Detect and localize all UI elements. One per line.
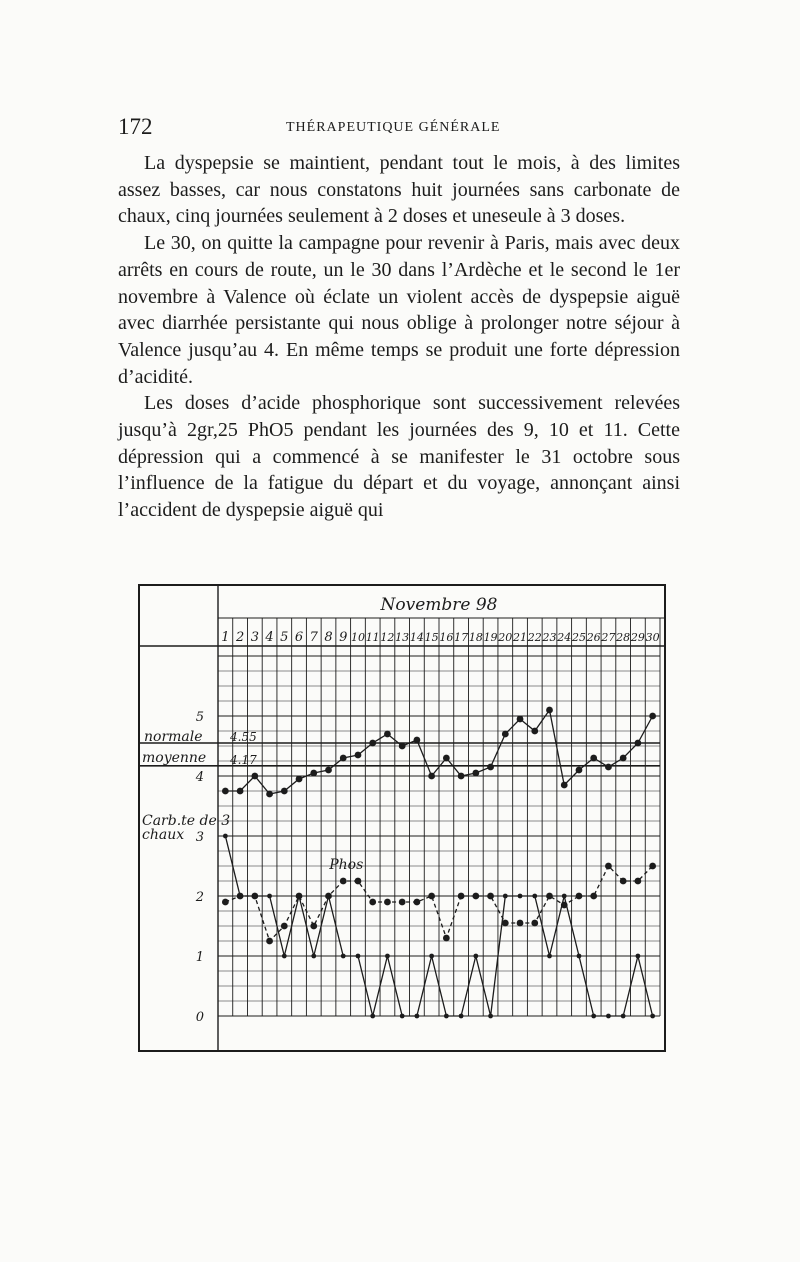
series-2-point <box>311 954 316 959</box>
x-tick-label: 30 <box>645 631 660 644</box>
series-1-point <box>384 899 391 906</box>
series-0-point <box>414 737 421 744</box>
series-1-point <box>443 935 450 942</box>
paragraph-2: Le 30, on quitte la campagne pour revenir à Paris, mais avec deux arrêts en cours de route, un le 30 dans l’Ardèche et le second le 1er novembre à Valence où éclate un violent accès de dyspepsie aiguë avec diarrhée persistante qui nous oblige à prolonger notre séjour à Valence jusqu’au 4. En même temps se produit une forte dépression d’acidité. <box>118 232 680 388</box>
y-tick-label: 5 <box>195 710 204 725</box>
page-header <box>118 114 680 144</box>
series-0-point <box>546 707 553 714</box>
series-1-point <box>590 893 597 900</box>
series-1-point <box>355 878 362 885</box>
x-tick-label: 1 <box>221 630 230 645</box>
series-0-point <box>458 773 465 780</box>
series-1-point <box>472 893 479 900</box>
series-2-point <box>606 1014 611 1019</box>
series-0-point <box>502 731 509 738</box>
series-2-point <box>297 894 302 899</box>
series-1-point <box>487 893 494 900</box>
series-1-point <box>281 923 288 930</box>
row-label-carbonate: Carb.te de 3 <box>142 813 231 829</box>
series-1-point <box>310 923 317 930</box>
series-0-point <box>472 770 479 777</box>
series-1-point <box>546 893 553 900</box>
series-1-point <box>266 938 273 945</box>
x-tick-label: 5 <box>280 630 289 645</box>
series-0-point <box>237 788 244 795</box>
x-tick-label: 7 <box>309 630 318 645</box>
series-2-point <box>650 1014 655 1019</box>
series-0-point <box>635 740 642 747</box>
x-tick-label: 21 <box>513 631 528 644</box>
series-2-point <box>532 894 537 899</box>
series-1-point <box>605 863 612 870</box>
series-1-point <box>222 899 229 906</box>
y-tick-label: 1 <box>195 950 204 965</box>
series-0-point <box>531 728 538 735</box>
series-1-point <box>531 920 538 927</box>
row-label-chaux: chaux <box>142 827 185 843</box>
x-tick-label: 3 <box>250 630 259 645</box>
series-2-point <box>562 894 567 899</box>
x-tick-label: 17 <box>454 631 469 644</box>
paragraph-3: Les doses d’acide phosphorique sont successivement relevées jusqu’à 2gr,25 PhO5 pendant les journées des 9, 10 et 11. Cette dépression qui a commencé à se manifester le 31 octobre sous l’influence de la fatigue du départ et du voyage, annonçant ainsi l’accident de dyspepsie aiguë qui <box>118 392 680 522</box>
series-2-point <box>488 1014 493 1019</box>
series-2-point <box>223 834 228 839</box>
series-2-point <box>444 1014 449 1019</box>
x-tick-label: 20 <box>498 631 513 644</box>
series-0-point <box>266 791 273 798</box>
x-tick-label: 10 <box>350 631 365 644</box>
running-head: THÉRAPEUTIQUE GÉNÉRALE <box>286 120 501 135</box>
row-label-moyenne: moyenne <box>142 749 207 766</box>
x-tick-label: 26 <box>586 631 601 644</box>
series-0-point <box>340 755 347 762</box>
series-2-point <box>577 954 582 959</box>
x-tick-label: 4 <box>265 630 274 645</box>
series-0-point <box>222 788 229 795</box>
series-0-point <box>384 731 391 738</box>
series-2-point <box>282 954 287 959</box>
series-0-point <box>620 755 627 762</box>
series-2-point <box>547 954 552 959</box>
series-0-point <box>576 767 583 774</box>
x-tick-label: 16 <box>439 631 454 644</box>
x-tick-label: 25 <box>571 631 586 644</box>
x-tick-label: 14 <box>409 631 424 644</box>
series-0-point <box>428 773 435 780</box>
series-0-point <box>325 767 332 774</box>
series-0-point <box>605 764 612 771</box>
acidity-chart <box>138 584 666 1052</box>
x-tick-label: 22 <box>527 631 542 644</box>
series-0-point <box>590 755 597 762</box>
series-0-point <box>649 713 656 720</box>
series-1-point <box>620 878 627 885</box>
phos-annotation: Phos <box>329 857 364 873</box>
ref-label-normale: 4.55 <box>230 730 257 744</box>
series-0-point <box>369 740 376 747</box>
series-1-point <box>428 893 435 900</box>
figure-chart <box>138 584 666 1052</box>
series-1-point <box>369 899 376 906</box>
row-label-normale: normale <box>144 729 203 745</box>
y-tick-label: 4 <box>195 770 204 785</box>
series-2-point <box>621 1014 626 1019</box>
x-tick-label: 12 <box>380 631 395 644</box>
x-tick-label: 8 <box>324 630 333 645</box>
x-tick-label: 9 <box>339 630 348 645</box>
series-2-point <box>503 894 508 899</box>
chart-title: Novembre 98 <box>380 595 498 615</box>
series-2-point <box>356 954 361 959</box>
y-tick-label: 3 <box>195 830 204 845</box>
series-0-point <box>355 752 362 759</box>
series-2-point <box>518 894 523 899</box>
x-tick-label: 24 <box>557 631 572 644</box>
y-tick-label: 0 <box>195 1010 204 1025</box>
series-2-point <box>473 954 478 959</box>
series-2-point <box>459 1014 464 1019</box>
series-1-point <box>576 893 583 900</box>
series-0-point <box>517 716 524 723</box>
x-tick-label: 15 <box>424 631 439 644</box>
series-2-point <box>370 1014 375 1019</box>
series-1-point <box>414 899 421 906</box>
series-2-point <box>252 894 257 899</box>
series-2-point <box>385 954 390 959</box>
x-tick-label: 2 <box>235 630 245 645</box>
series-2-point <box>636 954 641 959</box>
series-1-point <box>399 899 406 906</box>
page-number: 172 <box>118 114 153 139</box>
ref-label-moyenne: 4.17 <box>230 752 257 767</box>
paragraph-1: La dyspepsie se maintient, pendant tout le mois, à des limites assez basses, car nous constatons huit journées sans carbonate de chaux, cinq journées seulement à 2 doses et uneseule à 3 doses. <box>118 152 680 228</box>
x-tick-label: 11 <box>365 631 380 644</box>
x-tick-label: 13 <box>395 631 410 644</box>
series-0-point <box>443 755 450 762</box>
series-0-point <box>310 770 317 777</box>
series-1-point <box>458 893 465 900</box>
series-1-point <box>517 920 524 927</box>
series-0-point <box>561 782 568 789</box>
series-2-point <box>238 894 243 899</box>
x-tick-label: 18 <box>468 631 483 644</box>
x-tick-label: 27 <box>601 631 616 644</box>
series-2-point <box>591 1014 596 1019</box>
series-0-point <box>296 776 303 783</box>
body-text <box>118 150 680 524</box>
x-tick-label: 23 <box>542 631 557 644</box>
series-0-point <box>251 773 258 780</box>
series-1-point <box>649 863 656 870</box>
series-2-point <box>267 894 272 899</box>
series-2-point <box>400 1014 405 1019</box>
series-0-point <box>281 788 288 795</box>
x-tick-label: 19 <box>483 631 498 644</box>
series-0-point <box>399 743 406 750</box>
series-2-point <box>429 954 434 959</box>
series-2-point <box>326 894 331 899</box>
x-tick-label: 6 <box>294 630 304 645</box>
y-tick-label: 2 <box>195 890 204 905</box>
series-2-point <box>341 954 346 959</box>
x-tick-label: 29 <box>630 631 645 644</box>
series-1-point <box>340 878 347 885</box>
series-2-point <box>415 1014 420 1019</box>
x-tick-label: 28 <box>616 631 631 644</box>
series-0-point <box>487 764 494 771</box>
series-1-point <box>635 878 642 885</box>
